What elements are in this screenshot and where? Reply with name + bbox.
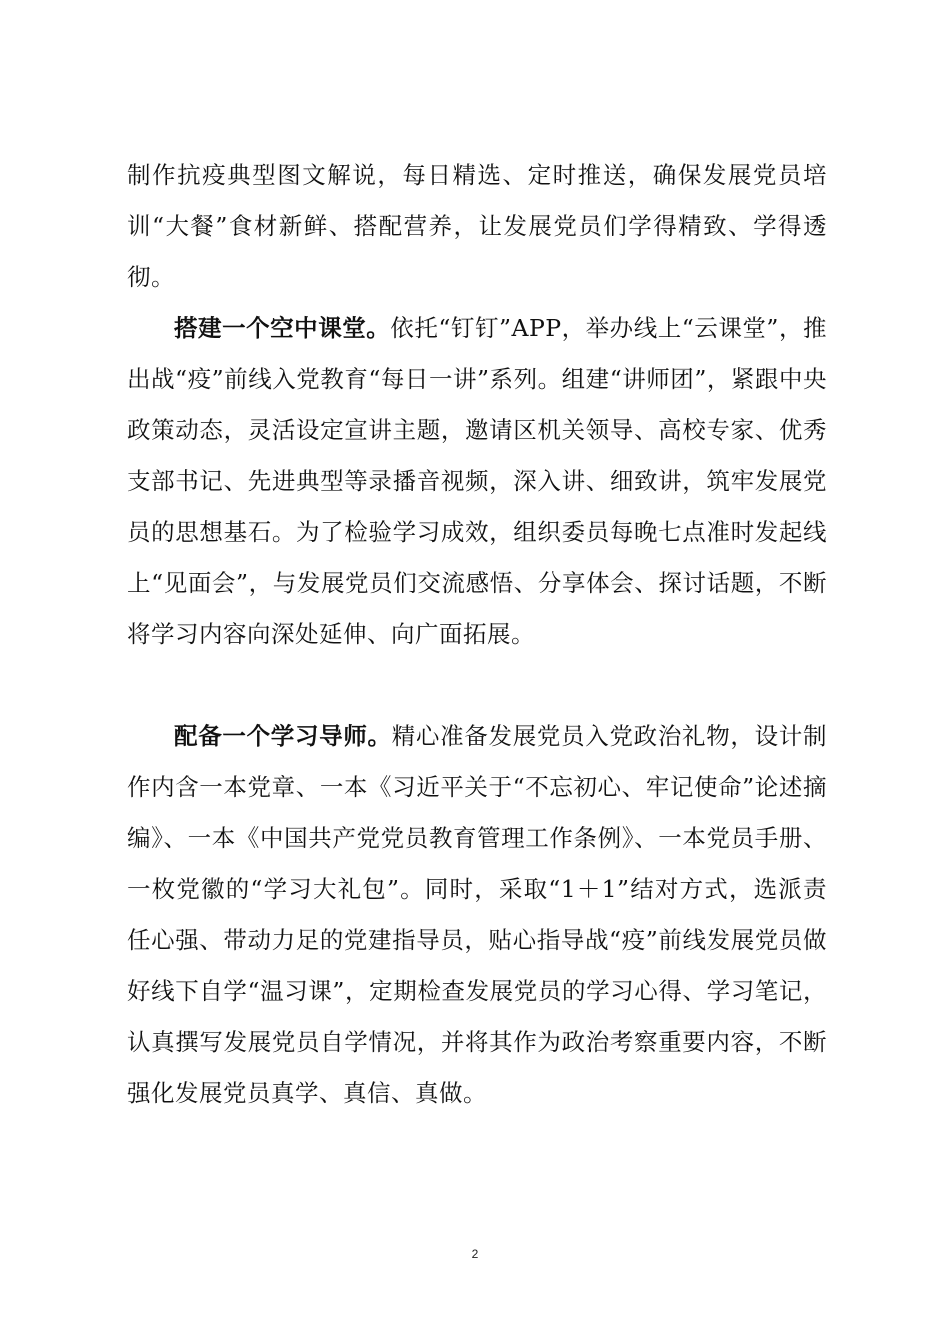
paragraph-3 <box>127 711 827 1119</box>
page-number: 2 <box>471 1247 479 1261</box>
paragraph-3-heading: 配备一个学习导师。 <box>174 722 392 750</box>
paragraph-2-heading: 搭建一个空中课堂。 <box>174 314 391 342</box>
paragraph-1-text: 制作抗疫典型图文解说，每日精选、定时推送，确保发展党员培训“大餐”食材新鲜、搭配营养，让发展党员们学得精致、学得透彻。 <box>127 161 827 291</box>
paragraph-2-text: 依托“钉钉”APP，举办线上“云课堂”，推出战“疫”前线入党教育“每日一讲”系列。组建“讲师团”，紧跟中央政策动态，灵活设定宣讲主题，邀请区机关领导、高校专家、优秀支部书记、先进典型等录播音视频，深入讲、细致讲，筑牢发展党员的思想基石。为了检验学习成效，组织委员每晚七点准时发起线上“见面会”，与发展党员们交流感悟、分享体会、探讨话题，不断将学习内容向深处延伸、向广面拓展。 <box>127 314 827 648</box>
paragraph-1 <box>127 150 827 303</box>
paragraph-2 <box>127 303 827 660</box>
paragraph-3-text: 精心准备发展党员入党政治礼物，设计制作内含一本党章、一本《习近平关于“不忘初心、牢记使命”论述摘编》、一本《中国共产党党员教育管理工作条例》、一本党员手册、一枚党徽的“学习大礼包”。同时，采取“1＋1”结对方式，选派责任心强、带动力足的党建指导员，贴心指导战“疫”前线发展党员做好线下自学“温习课”，定期检查发展党员的学习心得、学习笔记，认真撰写发展党员自学情况，并将其作为政治考察重要内容，不断强化发展党员真学、真信、真做。 <box>127 722 828 1107</box>
